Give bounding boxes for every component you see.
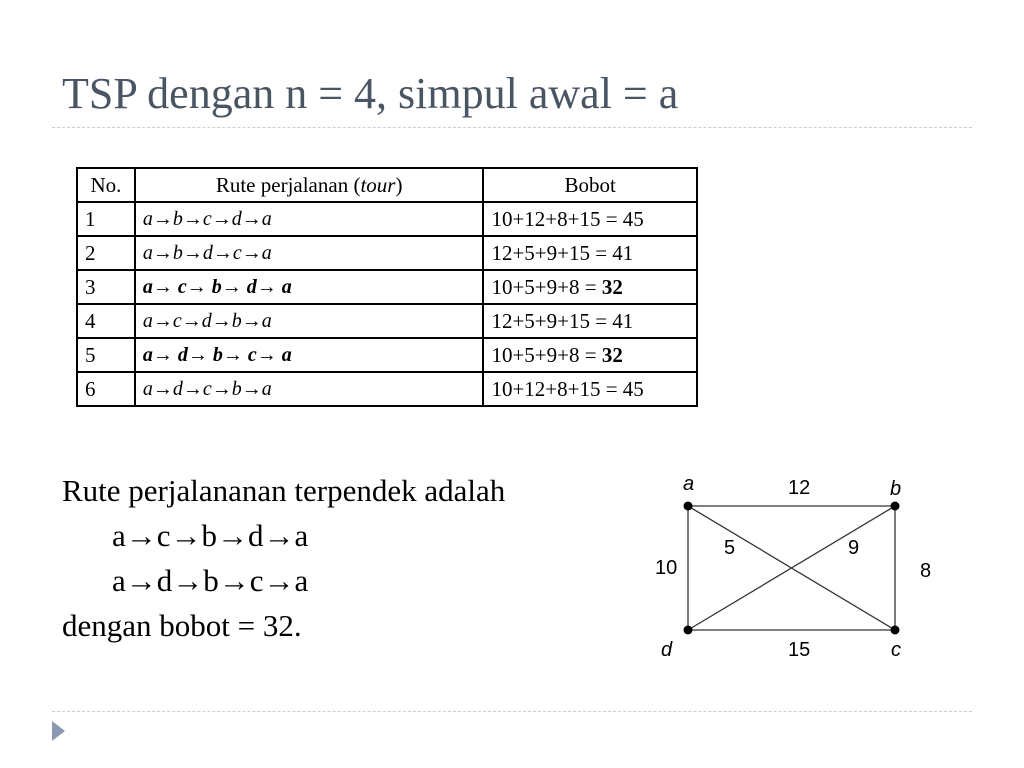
page-title: TSP dengan n = 4, simpul awal = a <box>62 69 679 118</box>
row-weight: 12+5+9+15 = 41 <box>483 236 697 270</box>
row-no: 5 <box>77 338 135 372</box>
header-route-italic: tour <box>360 172 396 197</box>
header-no: No. <box>77 168 135 202</box>
edge-weight-bc: 8 <box>920 560 932 582</box>
row-weight-total: 32 <box>601 342 623 367</box>
summary-line: Rute perjalananan terpendek adalah <box>62 473 506 508</box>
edge-weight-ab: 12 <box>788 477 811 499</box>
table-row <box>77 202 697 236</box>
row-weight: 12+5+9+15 = 41 <box>483 304 697 338</box>
node-label-b: b <box>890 478 902 500</box>
tsp-graph <box>640 460 970 670</box>
node-a <box>684 502 693 511</box>
node-d <box>684 626 693 635</box>
header-route-suffix: ) <box>395 172 403 197</box>
summary-route-2: a→d→b→c→a <box>112 563 309 598</box>
row-weight-total: 32 <box>601 274 623 299</box>
row-weight-expr: 10+5+9+8 = <box>491 274 602 299</box>
summary-route-1: a→c→b→d→a <box>112 518 309 553</box>
row-no: 3 <box>77 270 135 304</box>
edge-weight-ac: 5 <box>724 537 736 559</box>
table-row <box>77 236 697 270</box>
node-c <box>891 626 900 635</box>
row-route: a→ c→ b→ d→ a <box>135 270 484 304</box>
table-row-best <box>77 270 697 304</box>
node-label-d: d <box>661 639 673 661</box>
row-route: a→d→c→b→a <box>135 372 484 406</box>
edge-weight-da: 10 <box>655 557 678 579</box>
header-weight: Bobot <box>483 168 697 202</box>
tour-table <box>76 167 698 407</box>
table-header-row <box>77 168 697 202</box>
edge-weight-bd: 9 <box>848 537 860 559</box>
row-route: a→b→c→d→a <box>135 202 484 236</box>
node-b <box>891 502 900 511</box>
table-row <box>77 372 697 406</box>
table-row-best <box>77 338 697 372</box>
row-weight-expr: 10+5+9+8 = <box>491 342 602 367</box>
row-route: a→c→d→b→a <box>135 304 484 338</box>
node-label-a: a <box>683 473 695 495</box>
summary-line: dengan bobot = 32. <box>62 608 302 643</box>
title-divider <box>52 127 972 128</box>
node-label-c: c <box>891 639 901 661</box>
row-route: a→b→d→c→a <box>135 236 484 270</box>
header-route-prefix: Rute perjalanan ( <box>215 172 361 197</box>
row-weight <box>483 338 697 372</box>
row-route: a→ d→ b→ c→ a <box>135 338 484 372</box>
row-no: 2 <box>77 236 135 270</box>
row-weight <box>483 270 697 304</box>
row-weight: 10+12+8+15 = 45 <box>483 372 697 406</box>
summary-text <box>62 468 505 648</box>
row-no: 4 <box>77 304 135 338</box>
header-route <box>135 168 484 202</box>
row-no: 6 <box>77 372 135 406</box>
footer-divider <box>52 711 972 712</box>
row-weight: 10+12+8+15 = 45 <box>483 202 697 236</box>
edge-weight-cd: 15 <box>788 639 811 661</box>
slide-marker-icon <box>52 721 65 741</box>
row-no: 1 <box>77 202 135 236</box>
table-row <box>77 304 697 338</box>
